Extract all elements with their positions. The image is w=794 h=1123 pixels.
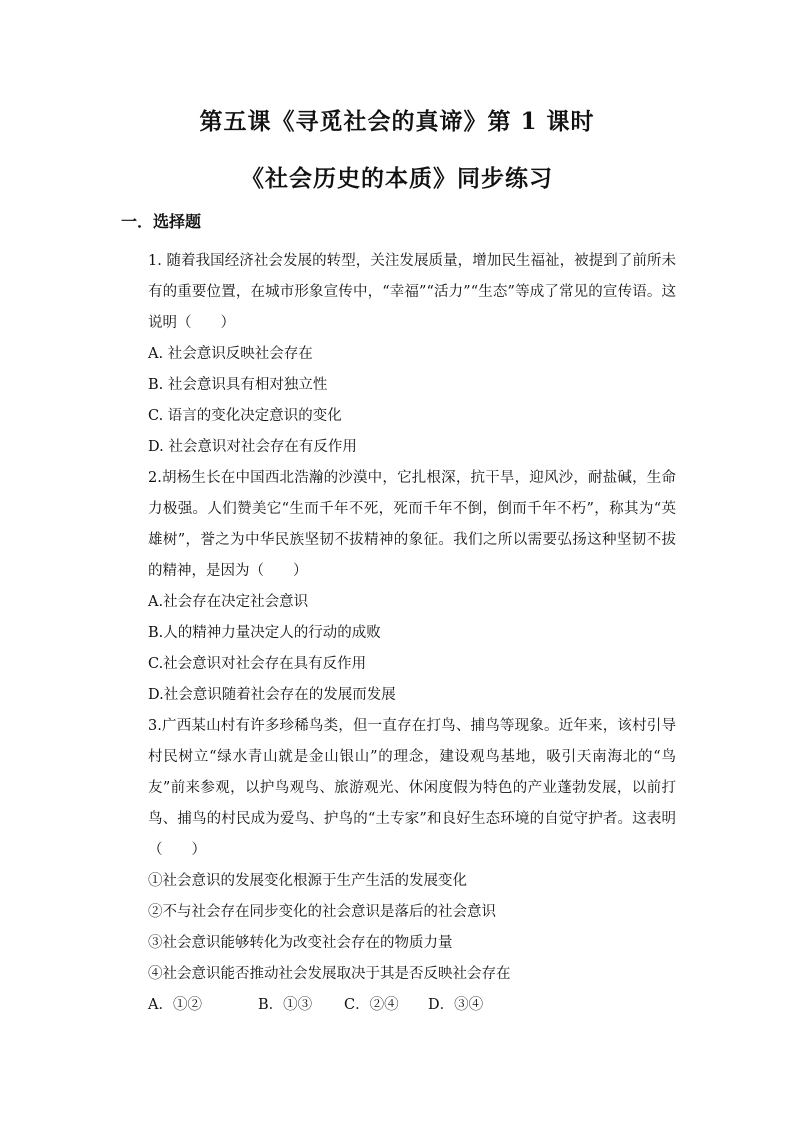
document-title: 第五课《寻觅社会的真谛》第 1 课时 xyxy=(199,108,595,135)
question-1-option-d: D. 社会意识对社会存在有反作用 xyxy=(148,439,357,455)
question-3-answer-d: D．③④ xyxy=(428,997,484,1013)
question-2-stem: 2.胡杨生长在中国西北浩瀚的沙漠中，它扎根深，抗干旱，迎风沙，耐盐碱，生命力极强。人们赞美它“生而千年不死，死而千年不倒，倒而千年不朽”，称其为“英雄树”，誉之为中华民族坚韧不拔精神的象征。我们之所以需要弘扬这种坚韧不拔的精神，是因为（ ） xyxy=(148,470,676,579)
question-2-option-c: C.社会意识对社会存在具有反作用 xyxy=(148,656,367,672)
question-2-option-d: D.社会意识随着社会存在的发展而发展 xyxy=(148,687,396,703)
question-3-statement-4: ④社会意识能否推动社会发展取决于其是否反映社会存在 xyxy=(148,966,511,982)
question-3-answers xyxy=(148,990,676,1021)
question-3-statement-1: ①社会意识的发展变化根源于生产生活的发展变化 xyxy=(148,873,467,889)
question-3-statement-3: ③社会意识能够转化为改变社会存在的物质力量 xyxy=(148,935,453,951)
question-3-statement-2: ②不与社会存在同步变化的社会意识是落后的社会意识 xyxy=(148,904,496,920)
section-heading: 一．选择题 xyxy=(121,212,202,231)
question-list xyxy=(148,246,676,1021)
question-2-option-a: A.社会存在决定社会意识 xyxy=(148,594,309,610)
question-1-option-c: C. 语言的变化决定意识的变化 xyxy=(148,408,342,424)
question-3-answer-b: B．①③ xyxy=(258,997,313,1013)
question-2-option-b: B.人的精神力量决定人的行动的成败 xyxy=(148,625,381,641)
question-3-answer-c: C．②④ xyxy=(344,997,399,1013)
question-3-answer-a: A．①② xyxy=(148,997,202,1013)
question-3-stem: 3.广西某山村有许多珍稀鸟类，但一直存在打鸟、捕鸟等现象。近年来，该村引导村民树立“绿水青山就是金山银山”的理念，建设观鸟基地，吸引天南海北的“鸟友”前来参观，以护鸟观鸟、旅游观光、休闲度假为特色的产业蓬勃发展，以前打鸟、捕鸟的村民成为爱鸟、护鸟的“土专家”和良好生态环境的自觉守护者。这表明（ ） xyxy=(148,718,676,858)
document-subtitle: 《社会历史的本质》同步练习 xyxy=(241,165,553,192)
question-1-option-a: A. 社会意识反映社会存在 xyxy=(148,346,313,362)
question-1-stem: 1. 随着我国经济社会发展的转型，关注发展质量，增加民生福祉，被提到了前所未有的重要位置，在城市形象宣传中，“幸福”“活力”“生态”等成了常见的宣传语。这说明（ ） xyxy=(148,253,676,331)
question-1-option-b: B. 社会意识具有相对独立性 xyxy=(148,377,328,393)
